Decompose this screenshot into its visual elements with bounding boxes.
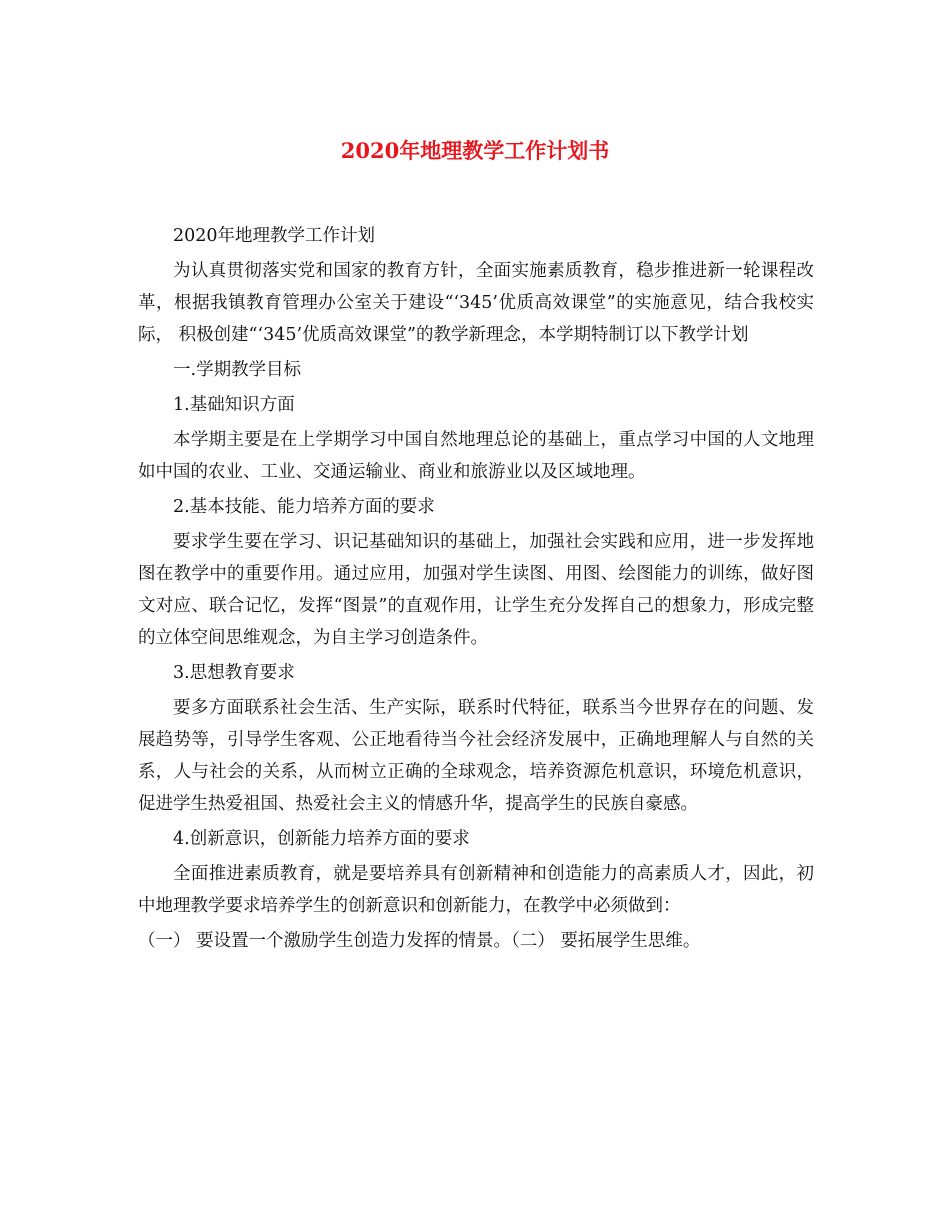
document-body	[138, 220, 814, 960]
paragraph-intro: 为认真贯彻落实党和国家的教育方针，全面实施素质教育，稳步推进新一轮课程改革，根据我镇教育管理办公室关于建设“‘345’优质高效课堂”的实施意见，结合我校实际， 积极创建“‘345’优质高效课堂”的教学新理念，本学期特制订以下教学计划	[138, 261, 814, 345]
heading-basic-knowledge: 1.基础知识方面	[173, 395, 295, 415]
paragraph-basic-knowledge: 本学期主要是在上学期学习中国自然地理总论的基础上，重点学习中国的人文地理如中国的农业、工业、交通运输业、商业和旅游业以及区域地理。	[138, 430, 814, 482]
paragraph-basic-skills: 要求学生要在学习、识记基础知识的基础上，加强社会实践和应用，进一步发挥地图在教学中的重要作用。通过应用，加强对学生读图、用图、绘图能力的训练，做好图文对应、联合记忆，发挥“图景”的直观作用，让学生充分发挥自己的想象力，形成完整的立体空间思维观念，为自主学习创造条件。	[138, 532, 814, 648]
paragraph-innovation: 全面推进素质教育，就是要培养具有创新精神和创造能力的高素质人才，因此，初中地理教学要求培养学生的创新意识和创新能力，在教学中必须做到：	[138, 864, 814, 916]
heading-innovation: 4.创新意识，创新能力培养方面的要求	[173, 829, 470, 849]
paragraph-ideological-education: 要多方面联系社会生活、生产实际，联系时代特征，联系当今世界存在的问题、发展趋势等，引导学生客观、公正地看待当今社会经济发展中，正确地理解人与自然的关系，人与社会的关系，从而树立正确的全球观念，培养资源危机意识，环境危机意识，促进学生热爱祖国、热爱社会主义的情感升华，提高学生的民族自豪感。	[138, 698, 814, 814]
heading-basic-skills: 2.基本技能、能力培养方面的要求	[173, 497, 435, 517]
heading-teaching-goals: 一.学期教学目标	[173, 360, 302, 380]
paragraph-subtitle: 2020年地理教学工作计划	[173, 226, 376, 246]
heading-ideological-education: 3.思想教育要求	[173, 663, 295, 683]
paragraph-innovation-points: （一） 要设置一个激励学生创造力发挥的情景。（二） 要拓展学生思维。	[138, 931, 701, 951]
document-title: 2020年地理教学工作计划书	[340, 138, 610, 163]
